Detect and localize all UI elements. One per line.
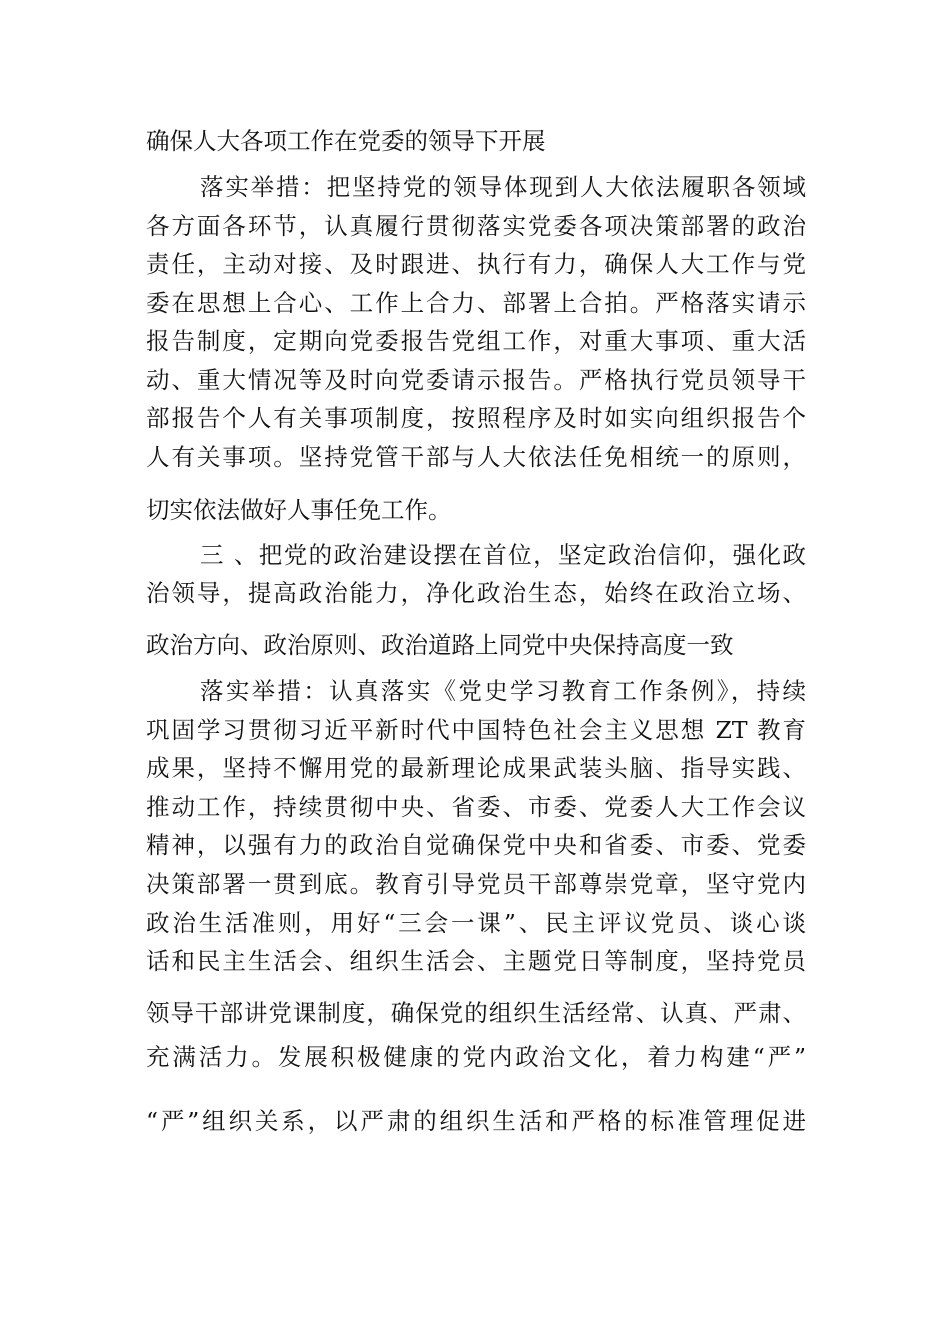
text-line: 各方面各环节，认真履行贯彻落实党委各项决策部署的政治 xyxy=(146,212,806,240)
text-line: 话和民主生活会、组织生活会、主题党日等制度，坚持党员 xyxy=(146,947,806,975)
text-line: 落实举措：认真落实《党史学习教育工作条例》，持续 xyxy=(200,677,806,705)
text-line: 切实依法做好人事任免工作。 xyxy=(146,496,452,524)
text-line: 确保人大各项工作在党委的领导下开展 xyxy=(146,127,546,155)
text-line: 报告制度，定期向党委报告党组工作，对重大事项、重大活 xyxy=(146,327,806,355)
text-line: 责任，主动对接、及时跟进、执行有力，确保人大工作与党 xyxy=(146,250,806,278)
text-line: 决策部署一贯到底。教育引导党员干部尊崇党章，坚守党内 xyxy=(146,870,806,898)
text-line: “严”组织关系，以严肃的组织生活和严格的标准管理促进 xyxy=(146,1107,806,1135)
text-line: 人有关事项。坚持党管干部与人大依法任免相统一的原则， xyxy=(146,443,806,471)
text-line: 巩固学习贯彻习近平新时代中国特色社会主义思想 ZT 教育 xyxy=(146,716,806,744)
text-line: 委在思想上合心、工作上合力、部署上合拍。严格落实请示 xyxy=(146,289,806,317)
text-line: 推动工作，持续贯彻中央、省委、市委、党委人大工作会议 xyxy=(146,793,806,821)
section-heading-line: 政治方向、政治原则、政治道路上同党中央保持高度一致 xyxy=(146,631,734,659)
text-line: 部报告个人有关事项制度，按照程序及时如实向组织报告个 xyxy=(146,404,806,432)
text-line: 成果，坚持不懈用党的最新理论成果武装头脑、指导实践、 xyxy=(146,754,806,782)
section-heading-line: 治领导，提高政治能力，净化政治生态，始终在政治立场、 xyxy=(146,579,806,607)
text-line: 领导干部讲党课制度，确保党的组织生活经常、认真、严肃、 xyxy=(146,999,806,1027)
text-line: 政治生活准则，用好“三会一课”、民主评议党员、谈心谈 xyxy=(146,909,806,937)
section-heading-line: 三 、把党的政治建设摆在首位，坚定政治信仰，强化政 xyxy=(200,541,806,569)
text-line: 动、重大情况等及时向党委请示报告。严格执行党员领导干 xyxy=(146,366,806,394)
text-line: 落实举措：把坚持党的领导体现到人大依法履职各领域 xyxy=(200,173,806,201)
text-line: 充满活力。发展积极健康的党内政治文化，着力构建“严” xyxy=(146,1043,806,1071)
text-line: 精神，以强有力的政治自觉确保党中央和省委、市委、党委 xyxy=(146,831,806,859)
